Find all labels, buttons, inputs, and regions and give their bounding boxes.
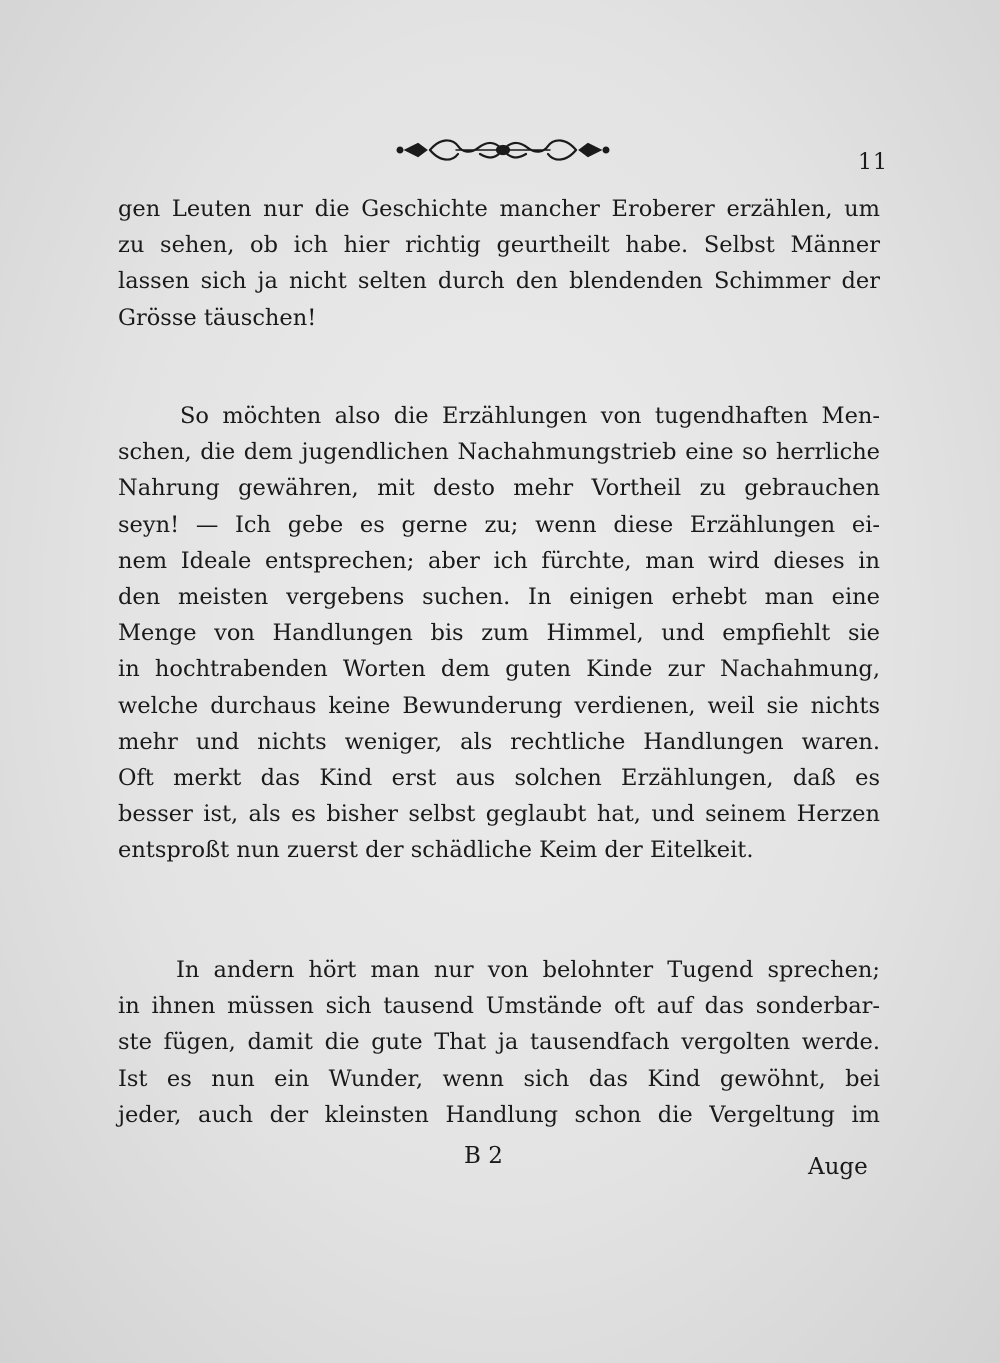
text-line: Ist es nun ein Wunder, wenn sich das Kind gewöhnt, bei — [118, 1065, 880, 1092]
text-line: den meisten vergebens suchen. In einigen erhebt man eine — [118, 584, 880, 611]
text-line: in ihnen müssen sich tausend Umstände oft auf das sonderbar- — [118, 993, 880, 1020]
text-line: ste fügen, damit die gute That ja tausendfach vergolten werde. — [118, 1029, 880, 1056]
text-line: In andern hört man nur von belohnter Tugend sprechen; — [176, 957, 880, 983]
catchword: Auge — [808, 1154, 868, 1180]
paragraph-2 — [118, 398, 880, 869]
paragraph-1 — [118, 191, 880, 336]
text-line: zu sehen, ob ich hier richtig geurtheilt habe. Selbst Männer — [118, 232, 880, 259]
text-line: schen, die dem jugendlichen Nachahmungstrieb eine so herrliche — [118, 439, 880, 466]
signature-mark: B 2 — [464, 1143, 503, 1169]
paragraph-3 — [118, 952, 880, 1133]
text-line: Nahrung gewähren, mit desto mehr Vortheil zu gebrauchen — [118, 475, 880, 502]
page-number: 11 — [858, 150, 888, 175]
text-line: Menge von Handlungen bis zum Himmel, und empfiehlt sie — [118, 620, 880, 647]
text-line: nem Ideale entsprechen; aber ich fürchte, man wird dieses in — [118, 547, 880, 574]
text-line: in hochtrabenden Worten dem guten Kinde zur Nachahmung, — [118, 656, 880, 683]
text-line: mehr und nichts weniger, als rechtliche Handlungen waren. — [118, 728, 880, 755]
text-line: entsproßt nun zuerst der schädliche Keim der Eitelkeit. — [118, 837, 754, 864]
text-line: Oft merkt das Kind erst aus solchen Erzählungen, daß es — [118, 765, 880, 792]
text-line: jeder, auch der kleinsten Handlung schon die Vergeltung im — [118, 1101, 880, 1128]
ornament-headpiece-icon — [396, 132, 610, 168]
text-line: besser ist, als es bisher selbst geglaubt hat, und seinem Herzen — [118, 801, 880, 828]
text-line: lassen sich ja nicht selten durch den blendenden Schimmer der — [118, 268, 880, 295]
text-line: welche durchaus keine Bewunderung verdienen, weil sie nichts — [118, 692, 880, 719]
text-line: Grösse täuschen! — [118, 304, 317, 331]
text-line: seyn! — Ich gebe es gerne zu; wenn diese Erzählungen ei- — [118, 511, 880, 538]
text-line: gen Leuten nur die Geschichte mancher Eroberer erzählen, um — [118, 196, 880, 222]
text-line: So möchten also die Erzählungen von tugendhaften Men- — [180, 403, 880, 429]
